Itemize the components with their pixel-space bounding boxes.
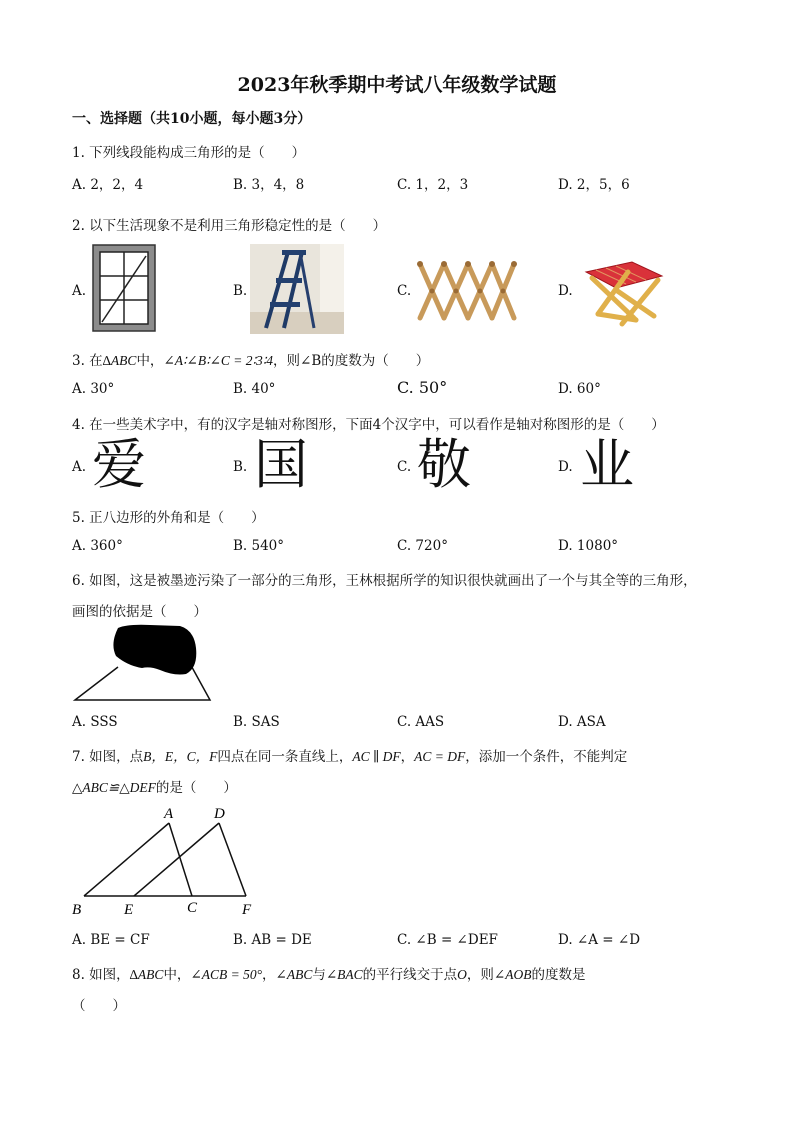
q8-angle-abc: ∠ABC <box>275 967 313 982</box>
q5-option-a: A. 360° <box>72 538 123 554</box>
q7-stem-mid2: ， <box>400 749 415 765</box>
q8-stem-mid3: 与 <box>312 967 326 983</box>
q4-option-c: C. <box>397 459 412 475</box>
q3-option-a: A. 30° <box>72 381 115 397</box>
q8-triangle: ∆ABC <box>129 967 164 982</box>
q8-angle-aob: ∠AOB <box>493 967 532 982</box>
q2-option-a: A. <box>72 283 87 299</box>
q7-triangle-figure <box>66 803 266 921</box>
question-5-stem: 5. 正八边形的外角和是（ ） <box>72 510 265 526</box>
label-c: C <box>187 900 198 916</box>
q1-option-d: D. 2，5，6 <box>558 177 630 193</box>
q5-option-b: B. 540° <box>233 538 285 554</box>
q2-option-d: D. <box>558 283 573 299</box>
q7-option-b: B. AB = DE <box>233 932 312 948</box>
question-7-stem <box>72 745 627 765</box>
q4-option-d: D. <box>558 459 573 475</box>
q8-angle-bac: ∠BAC <box>325 967 363 982</box>
q1-option-c: C. 1，2，3 <box>397 177 469 193</box>
q4-option-a: A. <box>72 459 87 475</box>
q7-stem-post: ，添加一个条件，不能判定 <box>465 749 628 765</box>
q3-stem-mid: 中， <box>136 353 164 369</box>
question-7-stem-line2 <box>72 776 237 796</box>
q6-option-d: D. ASA <box>558 714 606 730</box>
label-b: B <box>72 902 82 918</box>
q7-equal: AC = DF <box>414 749 466 764</box>
question-8-stem <box>72 963 585 983</box>
q4-char-guo: 国 <box>254 433 308 496</box>
q3-ratio: ∠A∶∠B∶∠C = 2∶3∶4 <box>163 353 274 368</box>
q5-option-c: C. 720° <box>397 538 448 554</box>
page-title: 2023年秋季期中考试八年级数学试题 <box>237 74 557 96</box>
q1-option-a: A. 2，2，4 <box>72 177 144 193</box>
question-8-stem-line2: （ ） <box>72 998 126 1014</box>
step-ladder-icon <box>250 244 344 334</box>
q7-option-d: D. ∠A = ∠D <box>558 932 641 948</box>
q7-stem2-post: 的是（ ） <box>155 780 237 796</box>
label-a: A <box>164 806 174 822</box>
q6-option-a: A. SSS <box>72 714 118 730</box>
q7-option-a: A. BE = CF <box>72 932 150 948</box>
question-6-stem: 6. 如图，这是被墨迹污染了一部分的三角形，王林根据所学的知识很快就画出了一个与其全等的三角形， <box>72 573 697 589</box>
coat-rack-icon <box>412 256 522 326</box>
q3-option-b: B. 40° <box>233 381 276 397</box>
q2-option-b: B. <box>233 283 248 299</box>
q8-stem-mid4: 的平行线交于点 <box>362 967 458 983</box>
q6-option-c: C. AAS <box>397 714 445 730</box>
q3-stem-post: ，则∠B的度数为（ ） <box>273 353 430 369</box>
q2-option-c: C. <box>397 283 412 299</box>
q7-stem-mid: 四点在同一条直线上， <box>217 749 353 765</box>
q8-point-o: O <box>457 967 467 982</box>
q4-char-ai: 爱 <box>92 433 146 496</box>
q8-stem-mid5: ，则 <box>466 967 494 983</box>
q7-congruence: △ABC≌△DEF <box>72 780 156 795</box>
q4-char-jing: 敬 <box>417 433 471 496</box>
q8-stem-mid2: ， <box>262 967 276 983</box>
q8-stem-pre: 8. 如图， <box>72 967 130 983</box>
question-3-stem <box>72 349 429 369</box>
q1-option-b: B. 3，4，8 <box>233 177 305 193</box>
label-e: E <box>124 902 134 918</box>
q6-option-b: B. SAS <box>233 714 280 730</box>
q8-stem-mid: 中， <box>163 967 191 983</box>
folding-stool-icon <box>578 258 666 328</box>
question-2-stem: 2. 以下生活现象不是利用三角形稳定性的是（ ） <box>72 218 387 234</box>
q8-angle-acb: ∠ACB = 50° <box>190 967 263 982</box>
q3-option-c: C. 50° <box>397 378 448 397</box>
q4-char-ye: 业 <box>580 433 634 496</box>
q3-triangle: ∆ABC <box>102 353 137 368</box>
q8-stem-post: 的度数是 <box>531 967 586 983</box>
q7-points: B，E，C，F <box>143 749 218 764</box>
section-heading: 一、选择题（共10小题，每小题3分） <box>72 111 312 127</box>
question-4-stem: 4. 在一些美术字中，有的汉字是轴对称图形，下面4个汉字中，可以看作是轴对称图形的是（ ） <box>72 417 665 433</box>
question-6-stem-line2: 画图的依据是（ ） <box>72 604 207 620</box>
ink-stained-triangle-figure <box>70 622 215 704</box>
q7-option-c: C. ∠B = ∠DEF <box>397 932 498 948</box>
label-d: D <box>214 806 225 822</box>
q3-stem-pre: 3. 在 <box>72 353 103 369</box>
question-1-stem: 1. 下列线段能构成三角形的是（ ） <box>72 145 306 161</box>
window-frame-icon <box>92 244 156 332</box>
q3-option-d: D. 60° <box>558 381 601 397</box>
q4-option-b: B. <box>233 459 248 475</box>
q5-option-d: D. 1080° <box>558 538 619 554</box>
q7-stem-pre: 7. 如图，点 <box>72 749 144 765</box>
label-f: F <box>242 902 252 918</box>
q7-parallel: AC ∥ DF <box>352 749 401 764</box>
